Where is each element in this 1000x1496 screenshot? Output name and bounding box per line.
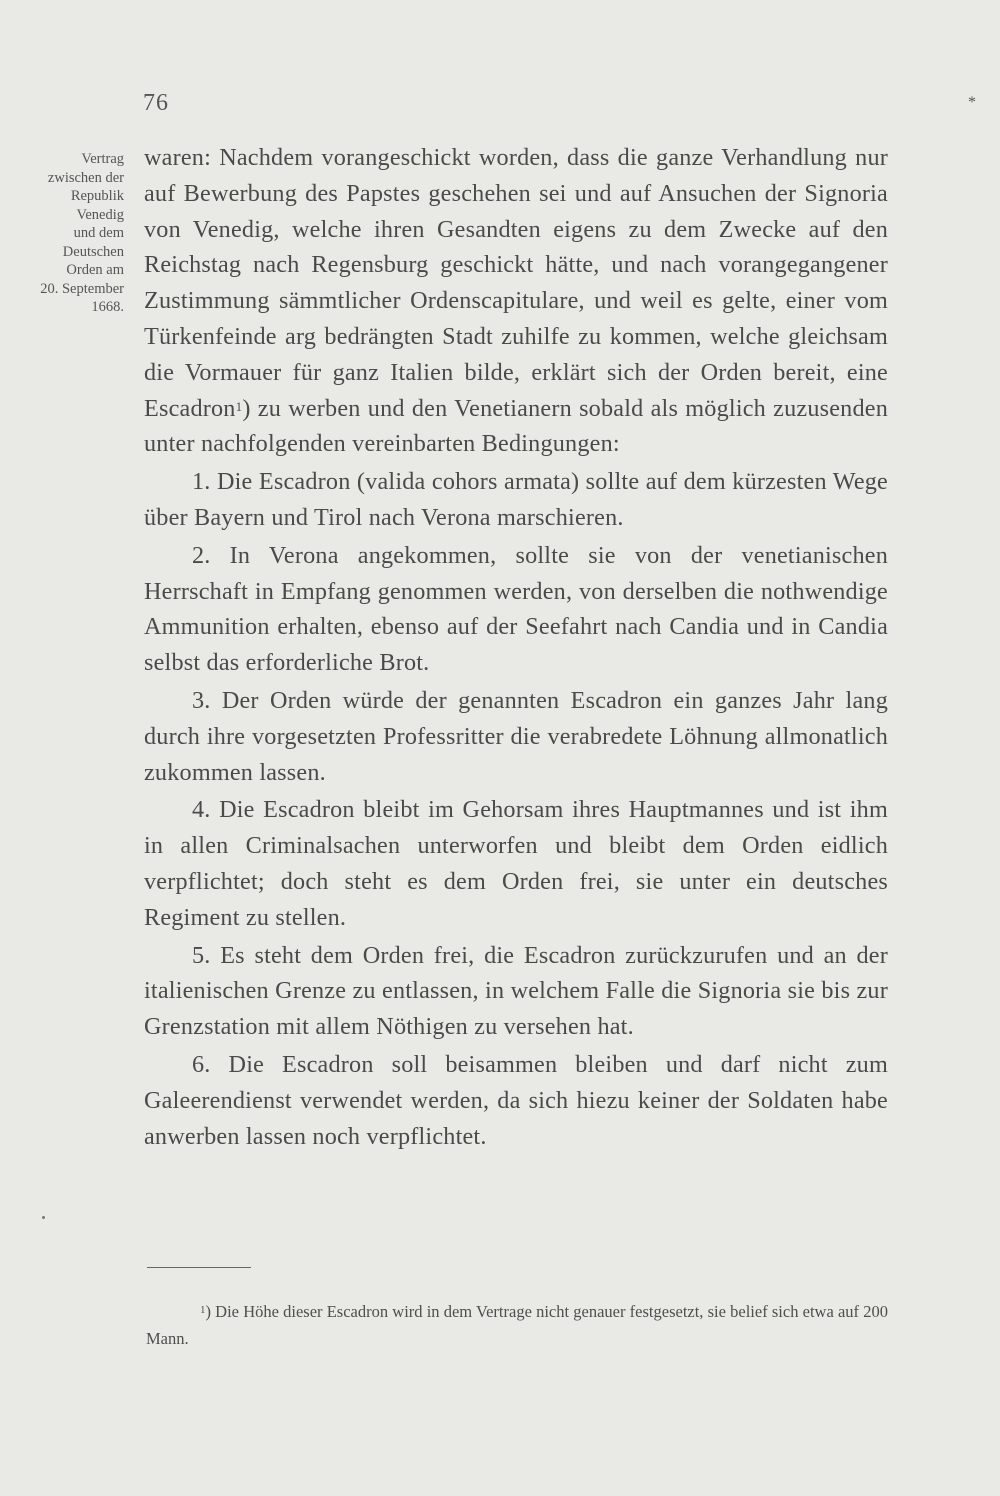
corner-mark: *	[968, 94, 976, 111]
stray-dot	[42, 1216, 45, 1219]
marginal-note-line: 1668.	[91, 299, 124, 315]
condition-item-1: 1. Die Escadron (valida cohors armata) sollte auf dem kürzesten Wege über Bayern und Tirol nach Verona marschieren.	[144, 468, 888, 531]
main-text	[144, 140, 888, 1154]
condition-item-6: 6. Die Escadron soll beisammen bleiben und darf nicht zum Galeerendienst verwendet werden, da sich hiezu keiner der Soldaten habe anwerben lassen noch verpflichtet.	[144, 1050, 888, 1150]
intro-text: waren: Nachdem vorangeschickt worden, dass die ganze Verhandlung nur auf Bewerbung des Papstes geschehen sei und auf Ansuchen der Signoria von Venedig, welche ihren Gesandten eigens zu dem Zwecke auf den Reichstag nach Regensburg geschickt hätte, und nach vorangegangener Zustimmung sämmtlicher Ordenscapitulare, und weil es gelte, einer vom Türkenfeinde arg bedrängten Stadt zuhilfe zu kommen, welche gleichsam die Vormauer für ganz Italien bilde, erklärt sich der Orden bereit, eine Escadron	[144, 144, 888, 422]
footnote-divider	[147, 1267, 251, 1268]
marginal-note-line: und dem	[73, 225, 124, 241]
intro-text-continued: ) zu werben und den Venetianern sobald als möglich zuzusenden unter nachfolgenden vereinbarten Bedingungen:	[144, 394, 888, 458]
marginal-note-line: 20. September	[40, 280, 124, 297]
condition-item-3: 3. Der Orden würde der genannten Escadron ein ganzes Jahr lang durch ihre vorgesetzten Professritter die verabredete Löhnung allmonatlich zukommen lassen.	[144, 686, 888, 786]
marginal-note-line: Orden am	[66, 262, 124, 278]
intro-paragraph	[144, 140, 888, 462]
condition-item-4: 4. Die Escadron bleibt im Gehorsam ihres Hauptmannes und ist ihm in allen Criminalsachen unterworfen und bleibt dem Orden eidlich verpflichtet; doch steht es dem Orden frei, sie unter ein deutsches Regiment zu stellen.	[144, 796, 888, 931]
marginal-note	[14, 150, 124, 317]
condition-item-5: 5. Es steht dem Orden frei, die Escadron zurückzurufen und an der italienischen Grenze zu entlassen, in welchem Falle die Signoria sie bis zur Grenzstation mit allem Nöthigen zu versehen hat.	[144, 941, 888, 1041]
marginal-note-line: Vertrag	[81, 151, 124, 167]
marginal-note-line: Venedig	[76, 206, 124, 223]
marginal-note-line: zwischen der	[47, 169, 124, 186]
condition-item-2: 2. In Verona angekommen, sollte sie von der venetianischen Herrschaft in Empfang genommen werden, von derselben die nothwendige Ammunition erhalten, ebenso auf der Seefahrt nach Candia und in Candia selbst das erforderliche Brot.	[144, 541, 888, 677]
marginal-note-line: Republik	[70, 188, 124, 204]
page-number: 76	[143, 90, 169, 116]
footnote-reference: 1	[235, 398, 243, 414]
footnote	[146, 1298, 888, 1352]
footnote-text: ) Die Höhe dieser Escadron wird in dem Vertrage nicht genauer festgesetzt, sie belief sich etwa auf 200 Mann.	[146, 1302, 888, 1348]
footnote-marker: 1	[200, 1304, 206, 1316]
marginal-note-line: Deutschen	[62, 243, 124, 260]
